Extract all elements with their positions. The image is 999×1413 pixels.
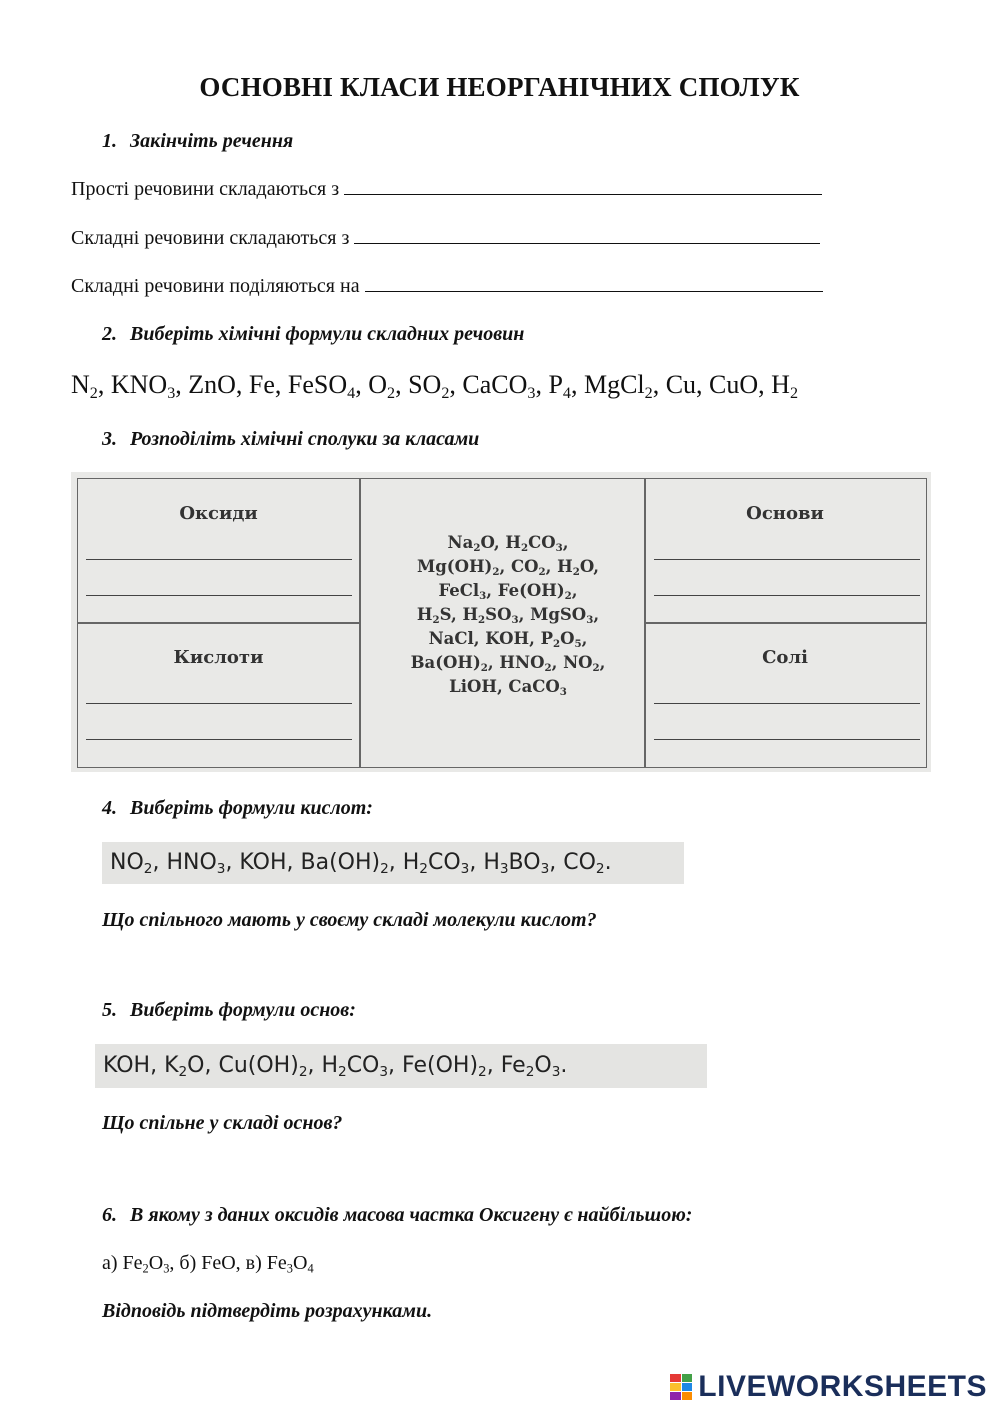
acids-answer-line[interactable] xyxy=(86,703,352,704)
answer-line[interactable] xyxy=(354,227,820,244)
logo-grid-icon xyxy=(670,1374,692,1400)
oxides-answer-line[interactable] xyxy=(86,559,352,560)
answer-line[interactable] xyxy=(344,178,822,195)
task-4-question: Що спільного мають у своєму складі молекули кислот? xyxy=(102,909,597,931)
compounds-list: $Na_2O$, $H_2CO_3$, $Mg(OH)_2$, $CO_2$, $H_2O$, FeCl$_3$, $Fe(OH)_2$, $H_2S$, $H_2SO_3$, MgSO$_3$, NaCl, KOH, $P_2O_5$, $Ba(OH)_2$, $HNO_2$, $NO_2$, LiOH, CaCO$_3$ xyxy=(410,533,606,699)
sentence-complex-divided: Складні речовини поділяються на xyxy=(71,275,823,298)
oxides-answer-line[interactable] xyxy=(86,595,352,596)
acids-answer-line[interactable] xyxy=(86,739,352,740)
bases-header: Основи xyxy=(746,503,824,524)
answer-line[interactable] xyxy=(365,275,823,292)
task-5-heading: 5. Виберіть формули основ: xyxy=(102,999,356,1021)
task-4-heading: 4. Виберіть формули кислот: xyxy=(102,797,373,819)
task-6-note: Відповідь підтвердіть розрахунками. xyxy=(102,1300,433,1322)
classification-table xyxy=(71,472,931,772)
sentence-complex-substances: Складні речовини складаються з xyxy=(71,227,820,250)
bases-answer-line[interactable] xyxy=(654,559,920,560)
task-1-heading: 1. Закінчіть речення xyxy=(102,130,294,152)
task-2-formulas: $N_2$, $KNO_3$, ZnO, Fe, FeSO$_4$, $O_2$, $SO_2$, CaCO$_3$, $P_4$, MgCl$_2$, Cu, CuO, $H_2$ xyxy=(71,370,799,402)
brand-name: LIVEWORKSHEETS xyxy=(698,1370,987,1403)
salts-answer-line[interactable] xyxy=(654,703,920,704)
sentence-simple-substances: Прості речовини складаються з xyxy=(71,178,822,201)
salts-answer-line[interactable] xyxy=(654,739,920,740)
oxides-header: Оксиди xyxy=(179,503,258,524)
bases-answer-line[interactable] xyxy=(654,595,920,596)
page-title: ОСНОВНІ КЛАСИ НЕОРГАНІЧНИХ СПОЛУК xyxy=(199,72,800,102)
acids-header: Кислоти xyxy=(173,647,264,668)
bases-formulas-strip: KOH, $K_2O$, $Cu(OH)_2$, $H_2CO_3$, $Fe(OH)_2$, $Fe_2O_3$. xyxy=(95,1044,707,1088)
liveworksheets-logo xyxy=(670,1370,987,1404)
task-2-heading: 2. Виберіть хімічні формули складних речовин xyxy=(102,323,525,345)
task-5-question: Що спільне у складі основ? xyxy=(102,1112,343,1134)
task-6-heading: 6. В якому з даних оксидів масова частка Оксигену є найбільшою: xyxy=(102,1204,693,1226)
task-3-heading: 3. Розподіліть хімічні сполуки за класами xyxy=(102,428,480,450)
salts-header: Солі xyxy=(762,647,808,668)
acids-formulas-strip: $NO_2$, $HNO_3$, KOH, $Ba(OH)_2$, $H_2CO_3$, $H_3BO_3$, $CO_2$. xyxy=(102,842,684,884)
task-6-options: а) $Fe_2O_3$, б) FeO, в) $Fe_3O_4$ xyxy=(102,1252,314,1276)
